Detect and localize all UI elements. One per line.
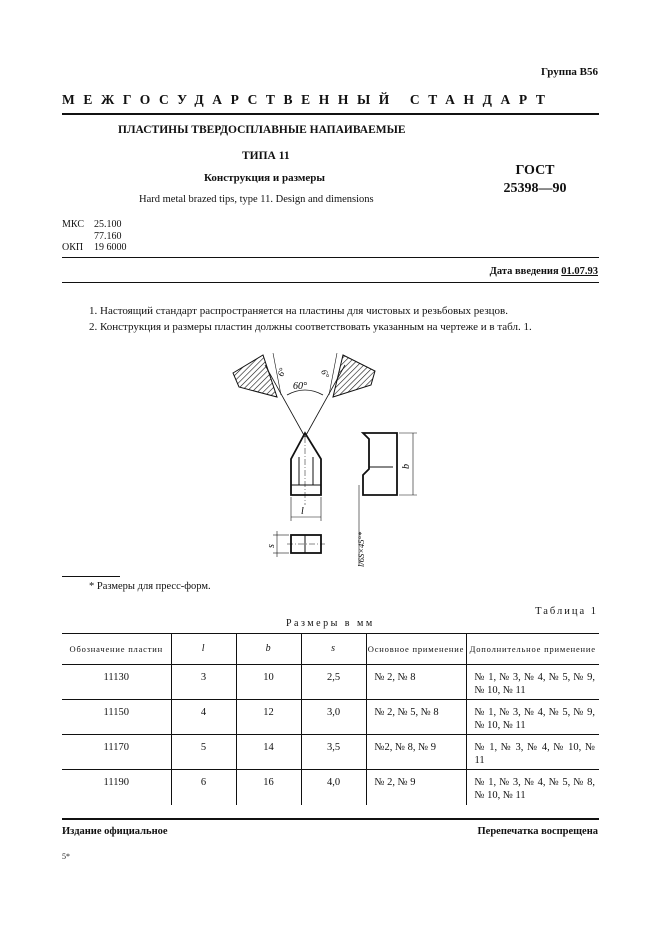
left-tool-section <box>233 355 277 397</box>
cell-extra: № 1, № 3, № 4, № 5, № 8, № 10, № 11 <box>466 770 599 805</box>
dim-b-label: b <box>401 464 412 469</box>
doc-title-english: Hard metal brazed tips, type 11. Design and dimensions <box>139 194 374 205</box>
dim-s-label: s <box>266 544 277 548</box>
footnote: * Размеры для пресс-форм. <box>89 581 211 592</box>
date-rule <box>62 282 599 283</box>
classification-codes <box>62 219 127 254</box>
table-row <box>62 735 599 770</box>
cell-b: 12 <box>236 700 301 735</box>
table-units: Размеры в мм <box>286 618 375 629</box>
code-row <box>62 219 127 231</box>
footer-reprint-prohibited: Перепечатка воспрещена <box>477 826 598 837</box>
cell-b: 16 <box>236 770 301 805</box>
cell-id: 11150 <box>62 700 171 735</box>
standard-banner: МЕЖГОСУДАРСТВЕННЫЙ СТАНДАРТ <box>62 92 554 107</box>
cell-s: 4,0 <box>301 770 366 805</box>
angle-center-label: 60° <box>293 381 307 392</box>
code-key: МКС <box>62 219 84 230</box>
dim-l-label: l <box>301 506 304 517</box>
footnote-rule <box>62 576 120 577</box>
cell-s: 2,5 <box>301 665 366 700</box>
header-rule <box>62 257 599 258</box>
doc-title: ПЛАСТИНЫ ТВЕРДОСПЛАВНЫЕ НАПАИВАЕМЫЕ <box>118 124 406 136</box>
code-key <box>62 231 94 243</box>
cell-main: № 2, № 9 <box>366 770 466 805</box>
col-header-main-use: Основное применение <box>366 634 466 665</box>
code-value: 19 6000 <box>94 242 127 253</box>
page-mark: 5* <box>62 852 70 861</box>
effective-date-value: 01.07.93 <box>561 266 598 277</box>
gost-designation <box>498 162 572 198</box>
code-value: 25.100 <box>94 219 122 230</box>
footer-rule <box>62 818 599 820</box>
cell-s: 3,0 <box>301 700 366 735</box>
col-header-s: s <box>301 634 366 665</box>
cell-l: 5 <box>171 735 236 770</box>
code-value: 77.160 <box>94 230 122 242</box>
angle-right-label: 6° <box>319 368 332 380</box>
cell-extra: № 1, № 3, № 4, № 10, № 11 <box>466 735 599 770</box>
tip-side-view <box>363 433 397 495</box>
paragraph-2: 2. Конструкция и размеры пластин должны соответствовать указанным на чертеже и в табл. 1. <box>89 321 532 333</box>
table-row <box>62 700 599 735</box>
doc-subtitle: Конструкция и размеры <box>204 172 325 184</box>
banner-rule <box>62 113 599 115</box>
effective-date-label: Дата введения <box>489 266 559 277</box>
table-row <box>62 665 599 700</box>
table-caption: Таблица 1 <box>535 606 598 617</box>
cell-s: 3,5 <box>301 735 366 770</box>
gost-name: ГОСТ <box>515 163 555 178</box>
effective-date <box>490 266 598 277</box>
code-row <box>62 231 127 243</box>
group-code: Группа В56 <box>540 66 598 78</box>
doc-title-type: ТИПА 11 <box>242 150 290 162</box>
cell-extra: № 1, № 3, № 4, № 5, № 9, № 10, № 11 <box>466 665 599 700</box>
paragraph-1: 1. Настоящий стандарт распространяется на пластины для чистовых и резьбовых резцов. <box>89 305 509 317</box>
cell-l: 6 <box>171 770 236 805</box>
cell-id: 11170 <box>62 735 171 770</box>
cell-main: № 2, № 8 <box>366 665 466 700</box>
col-header-b: b <box>236 634 301 665</box>
code-row <box>62 242 127 254</box>
table-row <box>62 770 599 805</box>
cell-b: 14 <box>236 735 301 770</box>
col-header-designation: Обозначение пластин <box>62 634 171 665</box>
cell-l: 4 <box>171 700 236 735</box>
footer-official-edition: Издание официальное <box>62 826 168 837</box>
gost-number: 25398—90 <box>503 181 567 196</box>
tip-drawing <box>225 345 412 575</box>
cell-b: 10 <box>236 665 301 700</box>
cell-main: №2, № 8, № 9 <box>366 735 466 770</box>
table-header-row <box>62 634 599 665</box>
col-header-l: l <box>171 634 236 665</box>
cell-id: 11190 <box>103 777 129 788</box>
cell-id: 11130 <box>62 665 171 700</box>
angle-left-label: 6° <box>275 366 288 378</box>
cell-l: 3 <box>171 665 236 700</box>
col-header-extra-use: Дополнительное применение <box>466 634 599 665</box>
chamfer-label: l/6S×45°* <box>356 531 366 567</box>
cell-extra: № 1, № 3, № 4, № 5, № 9, № 10, № 11 <box>466 700 599 735</box>
dimensions-table <box>62 633 599 805</box>
code-key: ОКП <box>62 242 84 253</box>
tip-front-view <box>291 433 321 495</box>
cell-main: № 2, № 5, № 8 <box>366 700 466 735</box>
